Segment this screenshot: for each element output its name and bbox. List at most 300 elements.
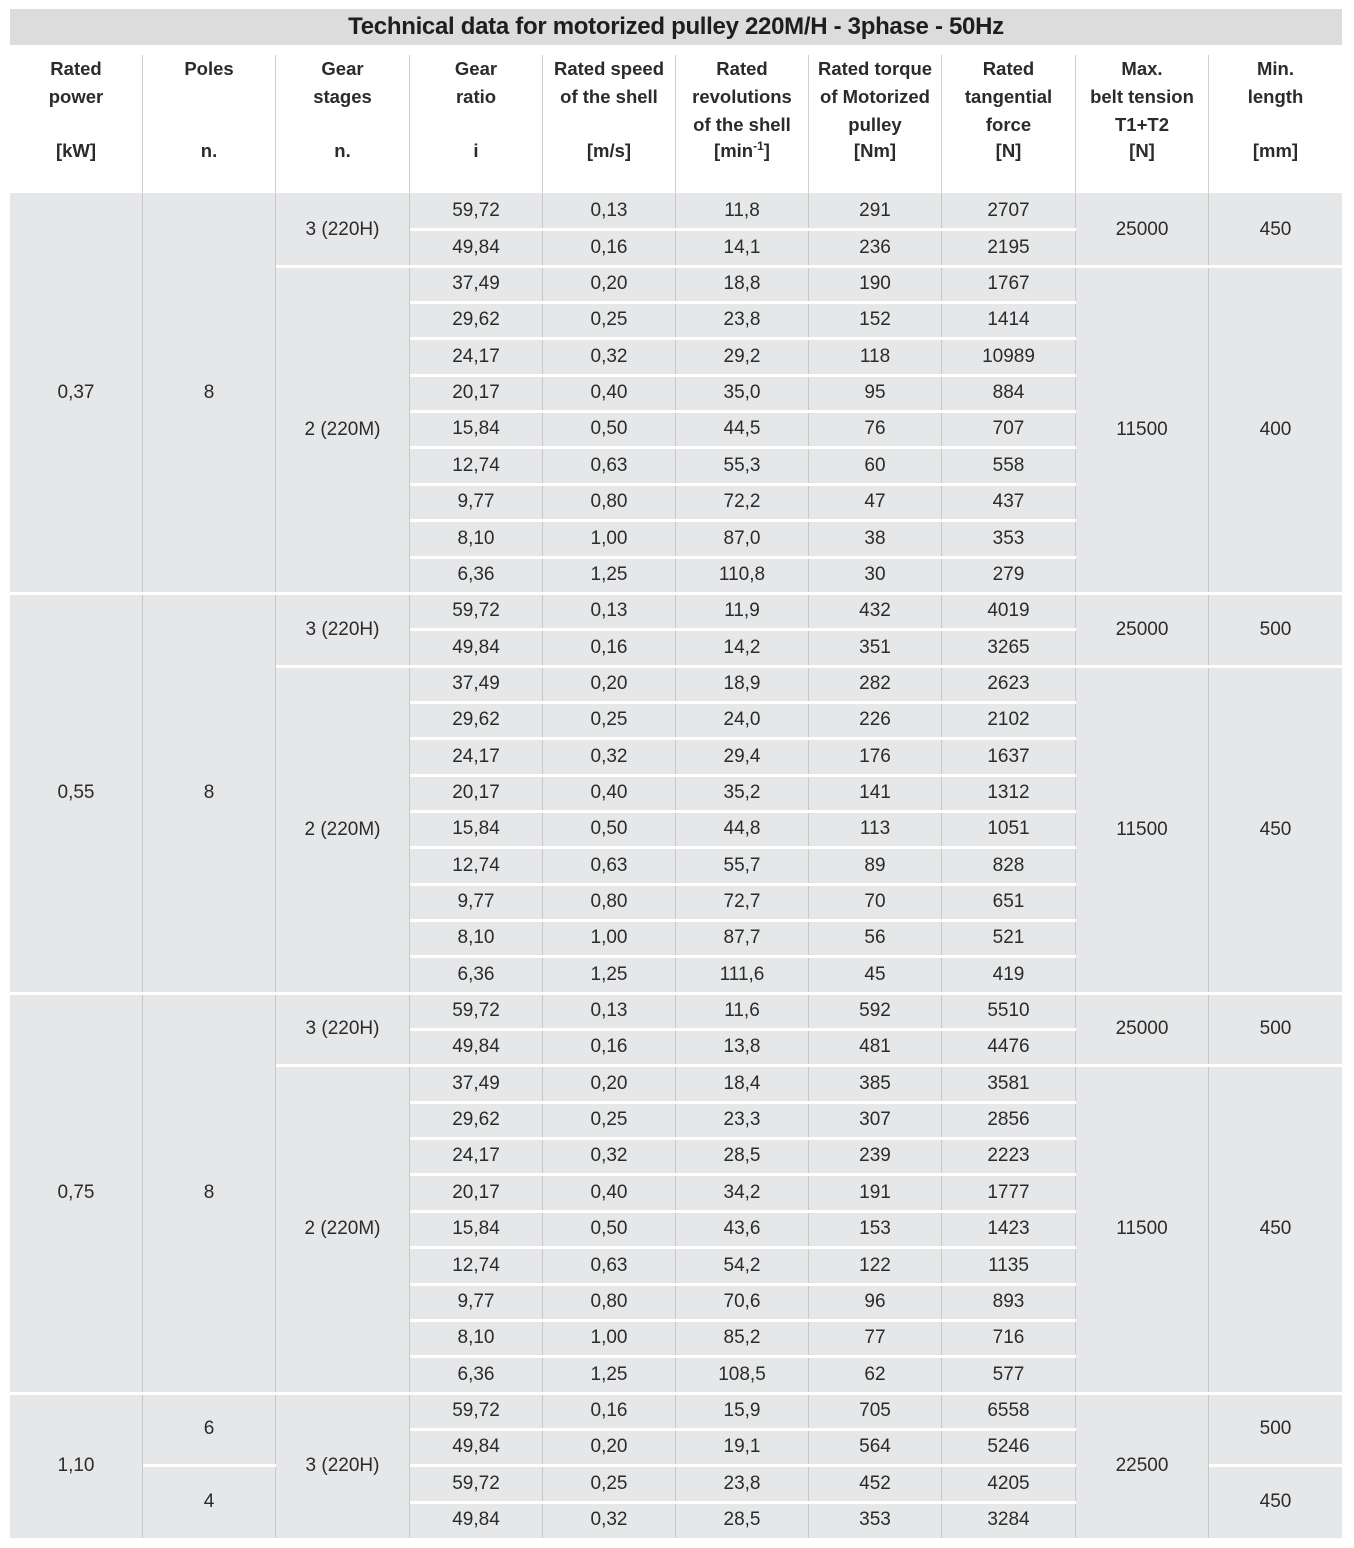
table-cell-gear-ratio: 6,36 [410, 557, 543, 593]
table-cell-tangential-force: 5246 [942, 1429, 1076, 1465]
table-cell-rated-revolutions: 87,0 [676, 520, 809, 557]
header-label: Rated [50, 58, 102, 79]
header-label: length [1247, 86, 1304, 107]
table-cell-gear-ratio: 37,49 [410, 666, 543, 702]
header-min-length [1209, 55, 1342, 193]
table-cell-tangential-force: 3284 [942, 1502, 1076, 1538]
header-label: power [48, 86, 104, 107]
table-cell-tangential-force: 716 [942, 1320, 1076, 1356]
table-cell-rated-torque: 190 [809, 266, 942, 302]
row-separator [410, 701, 1076, 704]
table-cell-rated-speed: 0,32 [543, 738, 676, 775]
table-cell-rated-speed: 1,00 [543, 1320, 676, 1356]
header-label: ratio [455, 86, 497, 107]
table-cell-rated-revolutions: 23,8 [676, 302, 809, 338]
header-unit-base: [min [714, 140, 754, 161]
table-cell-rated-speed: 0,25 [543, 1102, 676, 1138]
table-cell-tangential-force: 4205 [942, 1465, 1076, 1502]
header-label: Min. [1257, 58, 1294, 79]
row-separator [410, 883, 1076, 886]
table-cell-rated-revolutions: 72,2 [676, 484, 809, 520]
table-cell-gear-ratio: 8,10 [410, 920, 543, 956]
table-cell-rated-revolutions: 35,2 [676, 775, 809, 811]
table-cell-rated-torque: 291 [809, 193, 942, 229]
table-cell-gear-ratio: 6,36 [410, 956, 543, 993]
table-cell-rated-speed: 0,20 [543, 1065, 676, 1102]
group-separator [10, 592, 1342, 595]
table-cell-tangential-force: 558 [942, 447, 1076, 484]
header-unit: [mm] [1252, 140, 1299, 161]
header-label: Gear [454, 58, 498, 79]
table-cell-gear-ratio: 12,74 [410, 1247, 543, 1284]
min-length-cell: 450 [1209, 193, 1342, 266]
table-cell-rated-revolutions: 24,0 [676, 702, 809, 738]
row-separator [410, 774, 1076, 777]
header-label: Rated [716, 58, 768, 79]
table-cell-rated-revolutions: 34,2 [676, 1174, 809, 1211]
rated-power-cell: 0,75 [10, 993, 143, 1393]
gear-stage-cell: 3 (220H) [276, 993, 410, 1065]
min-length-cell: 500 [1209, 593, 1342, 666]
table-cell-gear-ratio: 24,17 [410, 338, 543, 375]
poles-cell: 8 [143, 993, 276, 1393]
table-cell-tangential-force: 893 [942, 1284, 1076, 1320]
table-cell-rated-speed: 0,16 [543, 1029, 676, 1065]
table-cell-tangential-force: 2707 [942, 193, 1076, 229]
table-cell-rated-speed: 1,25 [543, 956, 676, 993]
header-tangential-force [942, 55, 1076, 193]
min-length-cell: 450 [1209, 1465, 1342, 1538]
table-cell-gear-ratio: 20,17 [410, 1174, 543, 1211]
table-cell-tangential-force: 1767 [942, 266, 1076, 302]
table-cell-rated-torque: 96 [809, 1284, 942, 1320]
table-cell-rated-speed: 0,20 [543, 1429, 676, 1465]
header-gear-stages [276, 55, 410, 193]
table-cell-gear-ratio: 29,62 [410, 1102, 543, 1138]
table-cell-gear-ratio: 37,49 [410, 1065, 543, 1102]
table-cell-gear-ratio: 49,84 [410, 229, 543, 266]
table-cell-rated-torque: 76 [809, 411, 942, 447]
row-separator [410, 556, 1076, 559]
table-cell-rated-speed: 0,40 [543, 375, 676, 411]
table-cell-rated-speed: 0,32 [543, 1502, 676, 1538]
table-cell-tangential-force: 279 [942, 557, 1076, 593]
table-cell-rated-speed: 0,13 [543, 993, 676, 1029]
poles-cell: 4 [143, 1465, 276, 1538]
table-cell-gear-ratio: 6,36 [410, 1356, 543, 1393]
gear-stage-cell: 2 (220M) [276, 666, 410, 993]
table-cell-rated-speed: 0,63 [543, 1247, 676, 1284]
gear-stage-cell: 3 (220H) [276, 193, 410, 266]
table-cell-rated-speed: 0,20 [543, 266, 676, 302]
table-cell-tangential-force: 4476 [942, 1029, 1076, 1065]
row-separator [410, 628, 1076, 631]
table-cell-gear-ratio: 20,17 [410, 375, 543, 411]
section-separator [276, 1064, 1342, 1067]
row-separator [410, 1028, 1076, 1031]
table-cell-rated-revolutions: 111,6 [676, 956, 809, 993]
header-rated-torque [809, 55, 942, 193]
table-cell-rated-revolutions: 23,8 [676, 1465, 809, 1502]
row-separator [410, 846, 1076, 849]
table-cell-gear-ratio: 8,10 [410, 1320, 543, 1356]
section-separator [276, 665, 1342, 668]
table-cell-rated-speed: 0,32 [543, 338, 676, 375]
table-cell-rated-revolutions: 35,0 [676, 375, 809, 411]
table-cell-rated-speed: 0,25 [543, 1465, 676, 1502]
row-separator [410, 446, 1076, 449]
header-label: Gear [321, 58, 364, 79]
header-label: pulley [848, 114, 902, 135]
min-length-cell: 500 [1209, 993, 1342, 1065]
table-cell-rated-torque: 118 [809, 338, 942, 375]
table-cell-rated-speed: 0,13 [543, 593, 676, 629]
poles-cell: 8 [143, 593, 276, 993]
table-cell-rated-speed: 0,16 [543, 1393, 676, 1429]
table-cell-rated-revolutions: 72,7 [676, 884, 809, 920]
table-cell-tangential-force: 2102 [942, 702, 1076, 738]
rated-power-cell: 1,10 [10, 1393, 143, 1538]
table-cell-rated-speed: 0,16 [543, 629, 676, 666]
table-cell-rated-revolutions: 85,2 [676, 1320, 809, 1356]
table-cell-rated-revolutions: 28,5 [676, 1502, 809, 1538]
table-cell-rated-revolutions: 19,1 [676, 1429, 809, 1465]
poles-cell: 6 [143, 1393, 276, 1465]
table-title: Technical data for motorized pulley 220M/H - 3phase - 50Hz [10, 9, 1342, 45]
poles-cell: 8 [143, 193, 276, 593]
min-length-cell: 500 [1209, 1393, 1342, 1465]
table-cell-rated-speed: 1,00 [543, 920, 676, 956]
table-cell-rated-revolutions: 29,4 [676, 738, 809, 775]
row-separator [410, 919, 1076, 922]
table-cell-rated-speed: 0,63 [543, 847, 676, 884]
table-cell-rated-revolutions: 29,2 [676, 338, 809, 375]
table-cell-rated-speed: 0,80 [543, 884, 676, 920]
table-cell-rated-torque: 481 [809, 1029, 942, 1065]
table-cell-tangential-force: 437 [942, 484, 1076, 520]
table-cell-rated-torque: 38 [809, 520, 942, 557]
table-cell-rated-torque: 70 [809, 884, 942, 920]
table-cell-rated-torque: 141 [809, 775, 942, 811]
header-rated-power [10, 55, 143, 193]
table-cell-tangential-force: 1777 [942, 1174, 1076, 1211]
table-cell-tangential-force: 1423 [942, 1211, 1076, 1247]
table-cell-rated-revolutions: 55,3 [676, 447, 809, 484]
table-cell-rated-revolutions: 11,9 [676, 593, 809, 629]
table-cell-rated-torque: 353 [809, 1502, 942, 1538]
table-cell-tangential-force: 1135 [942, 1247, 1076, 1284]
row-separator [410, 1464, 1076, 1467]
row-separator [410, 1283, 1076, 1286]
table-cell-rated-revolutions: 23,3 [676, 1102, 809, 1138]
table-cell-gear-ratio: 49,84 [410, 629, 543, 666]
table-cell-rated-torque: 307 [809, 1102, 942, 1138]
table-cell-rated-speed: 0,63 [543, 447, 676, 484]
table-cell-rated-torque: 89 [809, 847, 942, 884]
row-separator [410, 1101, 1076, 1104]
table-cell-rated-torque: 236 [809, 229, 942, 266]
row-separator [410, 737, 1076, 740]
table-cell-rated-speed: 0,20 [543, 666, 676, 702]
table-cell-tangential-force: 521 [942, 920, 1076, 956]
max-belt-tension-cell: 11500 [1076, 266, 1209, 593]
table-cell-rated-speed: 0,80 [543, 1284, 676, 1320]
table-cell-gear-ratio: 59,72 [410, 593, 543, 629]
header-unit: [kW] [55, 140, 97, 161]
row-separator [410, 337, 1076, 340]
table-cell-rated-speed: 0,50 [543, 1211, 676, 1247]
table-cell-gear-ratio: 12,74 [410, 847, 543, 884]
table-cell-gear-ratio: 37,49 [410, 266, 543, 302]
max-belt-tension-cell: 11500 [1076, 1065, 1209, 1393]
table-cell-rated-revolutions: 18,9 [676, 666, 809, 702]
table-cell-tangential-force: 353 [942, 520, 1076, 557]
table-cell-rated-speed: 0,50 [543, 411, 676, 447]
table-cell-rated-speed: 0,25 [543, 702, 676, 738]
rated-power-cell: 0,55 [10, 593, 143, 993]
row-separator [410, 410, 1076, 413]
table-cell-rated-speed: 1,25 [543, 557, 676, 593]
table-cell-rated-revolutions: 11,8 [676, 193, 809, 229]
header-label: Poles [184, 58, 234, 79]
table-cell-rated-torque: 153 [809, 1211, 942, 1247]
table-cell-gear-ratio: 59,72 [410, 993, 543, 1029]
table-cell-tangential-force: 577 [942, 1356, 1076, 1393]
header-unit: [Nm] [853, 140, 897, 161]
max-belt-tension-cell: 25000 [1076, 593, 1209, 666]
technical-data-table [10, 55, 1342, 1536]
row-separator [410, 1428, 1076, 1431]
header-max-belt-tension [1076, 55, 1209, 193]
table-cell-tangential-force: 1414 [942, 302, 1076, 338]
header-label: of the shell [693, 114, 791, 135]
row-separator [410, 483, 1076, 486]
table-cell-rated-torque: 95 [809, 375, 942, 411]
table-cell-gear-ratio: 9,77 [410, 884, 543, 920]
row-separator [410, 1173, 1076, 1176]
table-cell-tangential-force: 1051 [942, 811, 1076, 847]
min-length-cell: 400 [1209, 266, 1342, 593]
table-cell-rated-torque: 592 [809, 993, 942, 1029]
header-label: Max. [1121, 58, 1163, 79]
header-unit [676, 137, 808, 165]
section-separator [276, 265, 1342, 268]
table-cell-rated-speed: 0,50 [543, 811, 676, 847]
table-cell-rated-revolutions: 108,5 [676, 1356, 809, 1393]
table-cell-tangential-force: 3581 [942, 1065, 1076, 1102]
row-separator [410, 301, 1076, 304]
table-cell-gear-ratio: 20,17 [410, 775, 543, 811]
row-separator [410, 1246, 1076, 1249]
row-separator [410, 1355, 1076, 1358]
table-cell-rated-torque: 705 [809, 1393, 942, 1429]
row-separator [410, 228, 1076, 231]
table-cell-gear-ratio: 29,62 [410, 302, 543, 338]
max-belt-tension-cell: 25000 [1076, 193, 1209, 266]
table-cell-tangential-force: 419 [942, 956, 1076, 993]
max-belt-tension-cell: 11500 [1076, 666, 1209, 993]
table-cell-rated-speed: 0,40 [543, 1174, 676, 1211]
section-separator [1209, 1464, 1342, 1467]
table-cell-rated-revolutions: 14,2 [676, 629, 809, 666]
row-separator [410, 810, 1076, 813]
table-cell-rated-speed: 0,40 [543, 775, 676, 811]
table-cell-tangential-force: 3265 [942, 629, 1076, 666]
table-cell-tangential-force: 5510 [942, 993, 1076, 1029]
table-cell-rated-speed: 0,80 [543, 484, 676, 520]
table-cell-gear-ratio: 24,17 [410, 738, 543, 775]
table-cell-tangential-force: 10989 [942, 338, 1076, 375]
max-belt-tension-cell: 25000 [1076, 993, 1209, 1065]
table-cell-rated-revolutions: 43,6 [676, 1211, 809, 1247]
table-cell-rated-torque: 60 [809, 447, 942, 484]
table-cell-rated-revolutions: 14,1 [676, 229, 809, 266]
table-cell-rated-torque: 191 [809, 1174, 942, 1211]
table-cell-rated-revolutions: 54,2 [676, 1247, 809, 1284]
table-cell-rated-torque: 152 [809, 302, 942, 338]
table-cell-rated-revolutions: 28,5 [676, 1138, 809, 1174]
table-cell-rated-torque: 432 [809, 593, 942, 629]
table-cell-rated-revolutions: 18,8 [676, 266, 809, 302]
table-cell-gear-ratio: 59,72 [410, 1393, 543, 1429]
table-cell-rated-revolutions: 110,8 [676, 557, 809, 593]
header-label: T1+T2 [1115, 114, 1169, 135]
min-length-cell: 450 [1209, 1065, 1342, 1393]
header-unit: n. [334, 140, 351, 161]
table-cell-rated-torque: 30 [809, 557, 942, 593]
table-cell-rated-revolutions: 44,5 [676, 411, 809, 447]
row-separator [410, 374, 1076, 377]
header-label: Rated torque [817, 58, 933, 79]
table-cell-rated-torque: 239 [809, 1138, 942, 1174]
table-cell-tangential-force: 1312 [942, 775, 1076, 811]
table-cell-rated-torque: 113 [809, 811, 942, 847]
table-cell-rated-revolutions: 18,4 [676, 1065, 809, 1102]
table-cell-rated-revolutions: 15,9 [676, 1393, 809, 1429]
table-cell-gear-ratio: 9,77 [410, 484, 543, 520]
row-separator [410, 955, 1076, 958]
header-unit-end: ] [763, 140, 770, 161]
table-cell-rated-torque: 62 [809, 1356, 942, 1393]
table-cell-tangential-force: 2195 [942, 229, 1076, 266]
row-separator [410, 519, 1076, 522]
table-cell-rated-speed: 0,25 [543, 302, 676, 338]
table-cell-rated-torque: 452 [809, 1465, 942, 1502]
gear-stage-cell: 2 (220M) [276, 266, 410, 593]
header-label: of Motorized [820, 86, 930, 107]
table-cell-gear-ratio: 15,84 [410, 411, 543, 447]
table-cell-tangential-force: 884 [942, 375, 1076, 411]
table-cell-gear-ratio: 49,84 [410, 1502, 543, 1538]
header-label: Rated speed [553, 58, 664, 79]
header-unit: i [473, 140, 479, 161]
table-cell-tangential-force: 2223 [942, 1138, 1076, 1174]
min-length-cell: 450 [1209, 666, 1342, 993]
table-cell-gear-ratio: 24,17 [410, 1138, 543, 1174]
table-cell-gear-ratio: 15,84 [410, 811, 543, 847]
header-label: of the shell [560, 86, 658, 107]
header-unit-superscript: -1 [753, 138, 764, 153]
table-cell-tangential-force: 828 [942, 847, 1076, 884]
group-separator [10, 1392, 1342, 1395]
table-cell-rated-revolutions: 44,8 [676, 811, 809, 847]
table-cell-rated-torque: 226 [809, 702, 942, 738]
table-cell-rated-speed: 0,13 [543, 193, 676, 229]
row-separator [410, 1137, 1076, 1140]
table-cell-tangential-force: 4019 [942, 593, 1076, 629]
row-separator [410, 1210, 1076, 1213]
table-cell-rated-speed: 0,32 [543, 1138, 676, 1174]
table-cell-rated-torque: 564 [809, 1429, 942, 1465]
table-cell-rated-torque: 45 [809, 956, 942, 993]
table-cell-rated-revolutions: 13,8 [676, 1029, 809, 1065]
header-unit: [N] [1129, 140, 1155, 161]
rated-power-cell: 0,37 [10, 193, 143, 593]
table-cell-rated-torque: 351 [809, 629, 942, 666]
table-cell-rated-torque: 176 [809, 738, 942, 775]
header-poles [143, 55, 276, 193]
gear-stage-cell: 2 (220M) [276, 1065, 410, 1393]
table-cell-tangential-force: 6558 [942, 1393, 1076, 1429]
header-label: Rated [982, 58, 1035, 79]
table-cell-rated-revolutions: 87,7 [676, 920, 809, 956]
table-cell-gear-ratio: 59,72 [410, 1465, 543, 1502]
table-cell-gear-ratio: 29,62 [410, 702, 543, 738]
header-unit: [N] [995, 140, 1022, 161]
table-cell-tangential-force: 2856 [942, 1102, 1076, 1138]
header-rated-speed [543, 55, 676, 193]
header-gear-ratio [410, 55, 543, 193]
gear-stage-cell: 3 (220H) [276, 593, 410, 666]
row-separator [410, 1319, 1076, 1322]
row-separator [410, 1501, 1076, 1504]
table-cell-gear-ratio: 8,10 [410, 520, 543, 557]
header-label: belt tension [1090, 86, 1194, 107]
max-belt-tension-cell: 22500 [1076, 1393, 1209, 1538]
header-rated-revolutions [676, 55, 809, 193]
table-cell-rated-torque: 282 [809, 666, 942, 702]
table-cell-tangential-force: 1637 [942, 738, 1076, 775]
gear-stage-cell: 3 (220H) [276, 1393, 410, 1538]
table-cell-rated-revolutions: 70,6 [676, 1284, 809, 1320]
table-cell-rated-speed: 1,00 [543, 520, 676, 557]
table-cell-rated-torque: 47 [809, 484, 942, 520]
table-cell-rated-speed: 1,25 [543, 1356, 676, 1393]
table-cell-rated-torque: 385 [809, 1065, 942, 1102]
table-cell-tangential-force: 707 [942, 411, 1076, 447]
table-cell-rated-revolutions: 11,6 [676, 993, 809, 1029]
header-unit: n. [200, 140, 218, 161]
header-unit: [m/s] [586, 140, 632, 161]
header-label: stages [313, 86, 372, 107]
header-label: force [985, 114, 1032, 135]
table-cell-rated-speed: 0,16 [543, 229, 676, 266]
table-cell-tangential-force: 651 [942, 884, 1076, 920]
table-cell-gear-ratio: 12,74 [410, 447, 543, 484]
group-separator [10, 992, 1342, 995]
table-cell-gear-ratio: 15,84 [410, 1211, 543, 1247]
table-cell-rated-torque: 56 [809, 920, 942, 956]
header-label: revolutions [692, 86, 792, 107]
header-label: tangential [964, 86, 1053, 107]
table-cell-gear-ratio: 59,72 [410, 193, 543, 229]
table-cell-rated-revolutions: 55,7 [676, 847, 809, 884]
table-cell-tangential-force: 2623 [942, 666, 1076, 702]
table-cell-rated-torque: 122 [809, 1247, 942, 1284]
table-cell-gear-ratio: 49,84 [410, 1029, 543, 1065]
table-cell-gear-ratio: 9,77 [410, 1284, 543, 1320]
section-separator [143, 1464, 276, 1467]
